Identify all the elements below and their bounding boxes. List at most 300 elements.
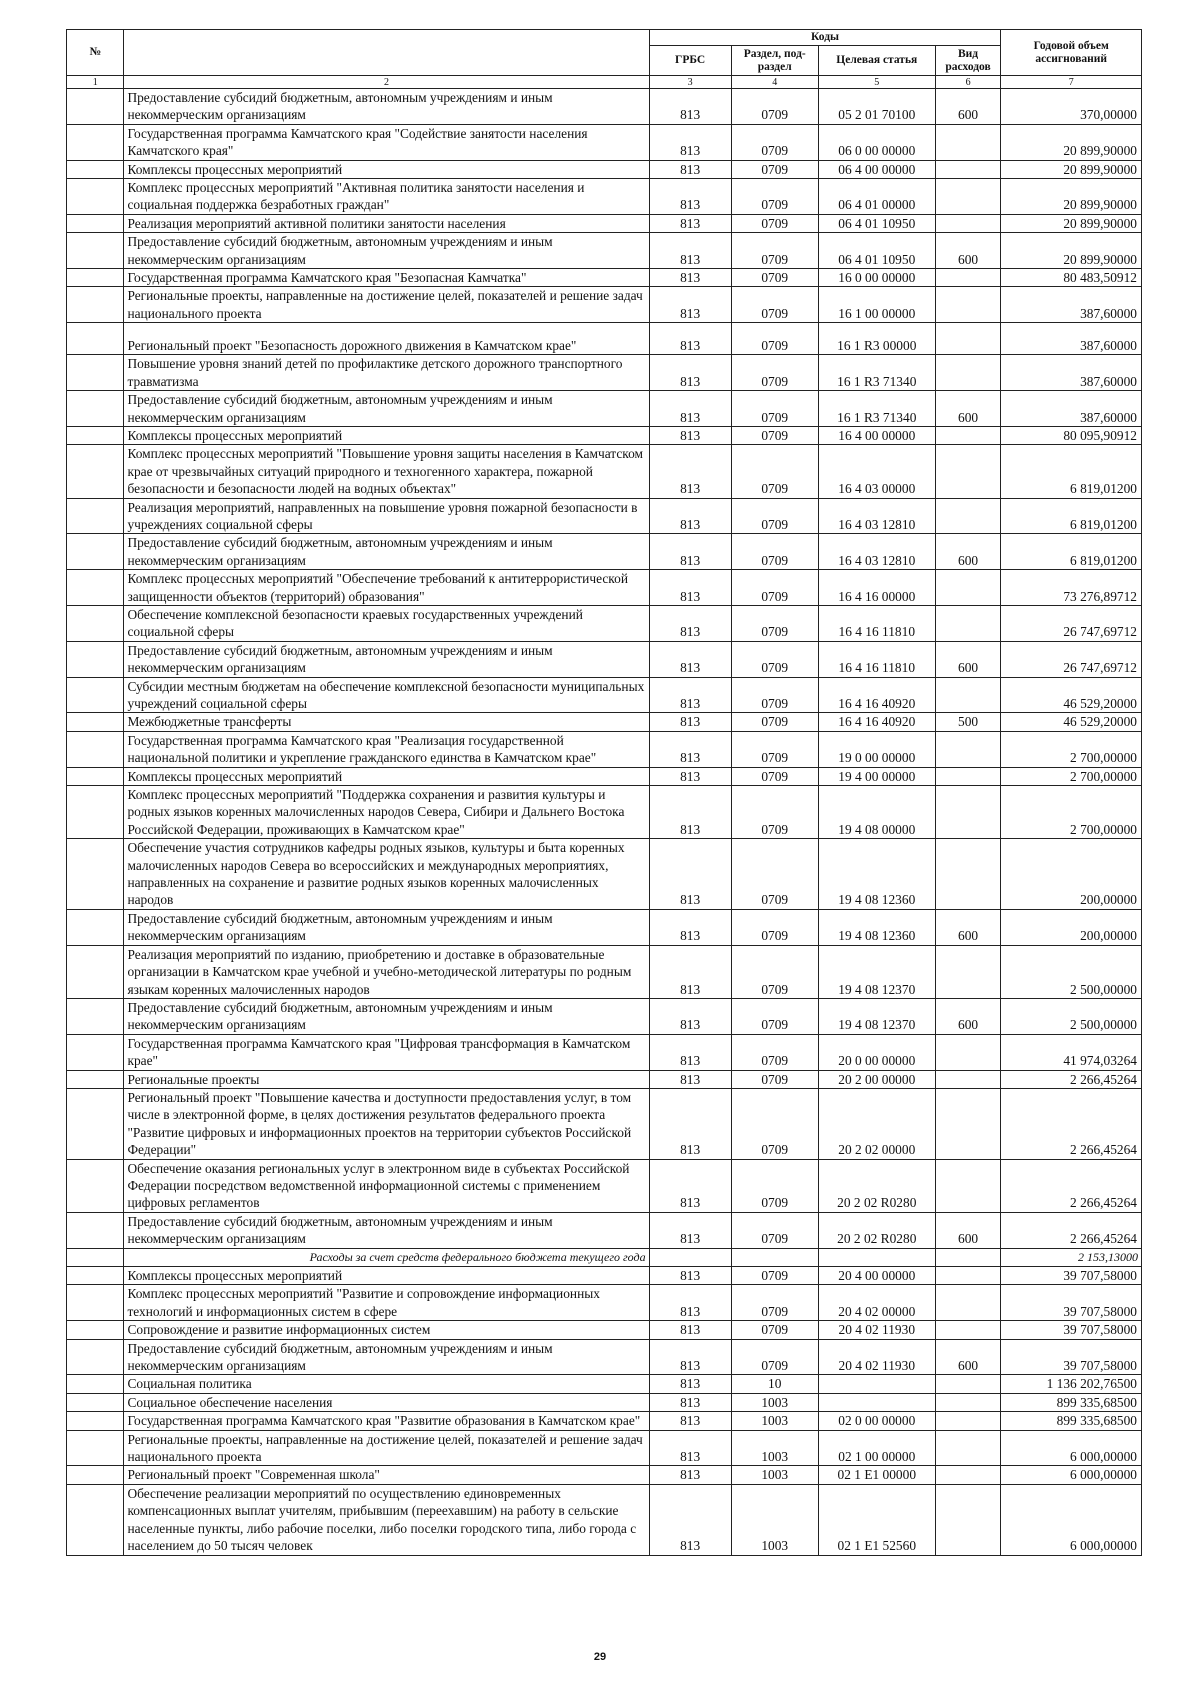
row-number-cell xyxy=(67,1430,124,1466)
row-number-cell xyxy=(67,1070,124,1088)
row-section-cell: 0709 xyxy=(731,179,818,215)
row-kind-cell: 600 xyxy=(935,641,1001,677)
row-name-cell: Предоставление субсидий бюджетным, автономным учреждениям и иным некоммерческим организациям xyxy=(124,998,649,1034)
header-codes: Коды xyxy=(649,30,1001,46)
row-name-cell: Реализация мероприятий активной политики занятости населения xyxy=(124,214,649,232)
row-name-cell: Региональный проект "Современная школа" xyxy=(124,1466,649,1484)
row-name-cell: Государственная программа Камчатского края "Содействие занятости населения Камчатского края" xyxy=(124,124,649,160)
row-grbs-cell: 813 xyxy=(649,214,731,232)
table-body xyxy=(67,89,1142,1556)
row-section-cell: 1003 xyxy=(731,1430,818,1466)
header-num: № xyxy=(67,30,124,76)
row-kind-cell xyxy=(935,1375,1001,1393)
header-name xyxy=(124,30,649,76)
column-index-row xyxy=(67,76,1142,89)
table-row xyxy=(67,998,1142,1034)
row-grbs-cell: 813 xyxy=(649,233,731,269)
row-name-cell: Комплексы процессных мероприятий xyxy=(124,160,649,178)
row-target-cell: 16 4 16 00000 xyxy=(818,570,935,606)
row-kind-cell xyxy=(935,945,1001,998)
row-kind-cell: 600 xyxy=(935,1339,1001,1375)
row-name-cell: Государственная программа Камчатского края "Безопасная Камчатка" xyxy=(124,269,649,287)
row-number-cell xyxy=(67,1321,124,1339)
row-target-cell xyxy=(818,1393,935,1411)
row-grbs-cell: 813 xyxy=(649,677,731,713)
row-section-cell: 0709 xyxy=(731,426,818,444)
row-sum-cell: 80 483,50912 xyxy=(1001,269,1142,287)
row-section-cell: 0709 xyxy=(731,269,818,287)
row-kind-cell: 600 xyxy=(935,233,1001,269)
row-grbs-cell: 813 xyxy=(649,1339,731,1375)
row-sum-cell: 2 266,45264 xyxy=(1001,1159,1142,1212)
row-kind-cell xyxy=(935,1267,1001,1285)
row-section-cell: 0709 xyxy=(731,391,818,427)
row-sum-cell: 200,00000 xyxy=(1001,839,1142,910)
row-section-cell: 0709 xyxy=(731,214,818,232)
row-section-cell: 0709 xyxy=(731,287,818,323)
row-target-cell: 06 0 00 00000 xyxy=(818,124,935,160)
row-grbs-cell: 813 xyxy=(649,89,731,125)
row-kind-cell xyxy=(935,1321,1001,1339)
row-kind-cell xyxy=(935,179,1001,215)
table-row xyxy=(67,1212,1142,1248)
row-name-cell: Реализация мероприятий по изданию, приобретению и доставке в образовательные организации в Камчатском крае учебной и учебно-методической литературы по родным языкам коренных малочисленных народов xyxy=(124,945,649,998)
table-row xyxy=(67,160,1142,178)
row-kind-cell xyxy=(935,786,1001,839)
row-section-cell: 0709 xyxy=(731,1321,818,1339)
table-row xyxy=(67,269,1142,287)
row-grbs-cell: 813 xyxy=(649,1484,731,1555)
row-kind-cell xyxy=(935,605,1001,641)
row-number-cell xyxy=(67,998,124,1034)
row-grbs-cell: 813 xyxy=(649,1321,731,1339)
row-grbs-cell: 813 xyxy=(649,945,731,998)
row-section-cell: 0709 xyxy=(731,677,818,713)
row-name-cell: Расходы за счет средств федерального бюджета текущего года xyxy=(124,1248,649,1266)
header-section: Раздел, под-раздел xyxy=(731,46,818,76)
row-number-cell xyxy=(67,1248,124,1266)
row-grbs-cell: 813 xyxy=(649,1285,731,1321)
table-row xyxy=(67,570,1142,606)
row-section-cell: 0709 xyxy=(731,323,818,355)
row-kind-cell xyxy=(935,1393,1001,1411)
row-name-cell: Государственная программа Камчатского края "Реализация государственной национальной политики и укрепление гражданского единства в Камчатском крае" xyxy=(124,731,649,767)
row-sum-cell: 1 136 202,76500 xyxy=(1001,1375,1142,1393)
row-name-cell: Предоставление субсидий бюджетным, автономным учреждениям и иным некоммерческим организациям xyxy=(124,641,649,677)
row-target-cell: 16 1 R3 71340 xyxy=(818,355,935,391)
row-grbs-cell: 813 xyxy=(649,1267,731,1285)
row-name-cell: Обеспечение участия сотрудников кафедры родных языков, культуры и быта коренных малочисленных народов Севера во всероссийских и международных мероприятиях, направленных на сохранение и развитие родных языков коренных малочисленных народов xyxy=(124,839,649,910)
table-row xyxy=(67,731,1142,767)
row-kind-cell xyxy=(935,323,1001,355)
row-number-cell xyxy=(67,1159,124,1212)
row-target-cell: 19 4 08 12360 xyxy=(818,909,935,945)
row-target-cell: 19 4 08 00000 xyxy=(818,786,935,839)
row-target-cell: 16 4 03 12810 xyxy=(818,534,935,570)
table-row xyxy=(67,605,1142,641)
index-cell: 2 xyxy=(124,76,649,89)
row-sum-cell: 6 819,01200 xyxy=(1001,534,1142,570)
row-target-cell: 19 0 00 00000 xyxy=(818,731,935,767)
row-name-cell: Предоставление субсидий бюджетным, автономным учреждениям и иным некоммерческим организациям xyxy=(124,534,649,570)
row-name-cell: Комплекс процессных мероприятий "Поддержка сохранения и развития культуры и родных языков коренных малочисленных народов Севера, Сибири и Дальнего Востока Российской Федерации, проживающих в Камчатском крае" xyxy=(124,786,649,839)
budget-table xyxy=(66,29,1142,1556)
row-section-cell: 0709 xyxy=(731,355,818,391)
row-sum-cell: 20 899,90000 xyxy=(1001,124,1142,160)
row-sum-cell: 2 700,00000 xyxy=(1001,767,1142,785)
row-number-cell xyxy=(67,767,124,785)
row-number-cell xyxy=(67,1484,124,1555)
row-number-cell xyxy=(67,945,124,998)
row-target-cell: 19 4 08 12370 xyxy=(818,998,935,1034)
row-section-cell xyxy=(731,1248,818,1266)
row-section-cell: 0709 xyxy=(731,998,818,1034)
row-grbs-cell: 813 xyxy=(649,1430,731,1466)
row-kind-cell xyxy=(935,1412,1001,1430)
row-grbs-cell: 813 xyxy=(649,1393,731,1411)
row-kind-cell xyxy=(935,1034,1001,1070)
row-grbs-cell: 813 xyxy=(649,605,731,641)
table-row xyxy=(67,1088,1142,1159)
index-cell: 7 xyxy=(1001,76,1142,89)
row-number-cell xyxy=(67,786,124,839)
row-section-cell: 0709 xyxy=(731,160,818,178)
table-row xyxy=(67,839,1142,910)
row-kind-cell xyxy=(935,677,1001,713)
row-name-cell: Обеспечение комплексной безопасности краевых государственных учреждений социальной сферы xyxy=(124,605,649,641)
row-section-cell: 0709 xyxy=(731,713,818,731)
row-name-cell: Реализация мероприятий, направленных на повышение уровня пожарной безопасности в учреждениях социальной сферы xyxy=(124,498,649,534)
row-section-cell: 1003 xyxy=(731,1466,818,1484)
row-name-cell: Повышение уровня знаний детей по профилактике детского дорожного транспортного травматизма xyxy=(124,355,649,391)
row-name-cell: Социальное обеспечение населения xyxy=(124,1393,649,1411)
row-target-cell: 20 2 00 00000 xyxy=(818,1070,935,1088)
row-section-cell: 1003 xyxy=(731,1393,818,1411)
row-target-cell: 16 0 00 00000 xyxy=(818,269,935,287)
row-grbs-cell: 813 xyxy=(649,269,731,287)
row-target-cell: 02 0 00 00000 xyxy=(818,1412,935,1430)
row-kind-cell xyxy=(935,498,1001,534)
row-grbs-cell: 813 xyxy=(649,731,731,767)
row-number-cell xyxy=(67,214,124,232)
row-target-cell: 02 1 00 00000 xyxy=(818,1430,935,1466)
row-name-cell: Обеспечение реализации мероприятий по осуществлению единовременных компенсационных выплат учителям, прибывшим (переехавшим) на работу в сельские населенные пункты, либо рабочие поселки, либо поселки городского типа, либо города с населением до 50 тысяч человек xyxy=(124,1484,649,1555)
row-target-cell: 06 4 01 10950 xyxy=(818,233,935,269)
row-number-cell xyxy=(67,426,124,444)
row-number-cell xyxy=(67,179,124,215)
row-target-cell: 20 2 02 00000 xyxy=(818,1088,935,1159)
row-number-cell xyxy=(67,534,124,570)
row-kind-cell: 600 xyxy=(935,391,1001,427)
row-kind-cell xyxy=(935,426,1001,444)
row-number-cell xyxy=(67,839,124,910)
row-kind-cell xyxy=(935,1070,1001,1088)
row-name-cell: Предоставление субсидий бюджетным, автономным учреждениям и иным некоммерческим организациям xyxy=(124,89,649,125)
row-target-cell: 16 4 03 00000 xyxy=(818,445,935,498)
index-cell: 1 xyxy=(67,76,124,89)
row-number-cell xyxy=(67,498,124,534)
row-number-cell xyxy=(67,1393,124,1411)
header-annual: Годовой объем ассигнований xyxy=(1001,30,1142,76)
row-sum-cell: 20 899,90000 xyxy=(1001,160,1142,178)
row-section-cell: 0709 xyxy=(731,1034,818,1070)
row-number-cell xyxy=(67,1466,124,1484)
table-row xyxy=(67,1339,1142,1375)
row-sum-cell: 73 276,89712 xyxy=(1001,570,1142,606)
table-row xyxy=(67,534,1142,570)
row-grbs-cell: 813 xyxy=(649,1412,731,1430)
table-row xyxy=(67,1412,1142,1430)
table-row xyxy=(67,713,1142,731)
row-number-cell xyxy=(67,570,124,606)
row-sum-cell: 39 707,58000 xyxy=(1001,1339,1142,1375)
header-grbs: ГРБС xyxy=(649,46,731,76)
row-section-cell: 0709 xyxy=(731,839,818,910)
table-row xyxy=(67,233,1142,269)
row-target-cell: 19 4 08 12370 xyxy=(818,945,935,998)
row-number-cell xyxy=(67,605,124,641)
row-name-cell: Социальная политика xyxy=(124,1375,649,1393)
row-name-cell: Предоставление субсидий бюджетным, автономным учреждениям и иным некоммерческим организациям xyxy=(124,391,649,427)
row-name-cell: Государственная программа Камчатского края "Цифровая трансформация в Камчатском крае" xyxy=(124,1034,649,1070)
table-row xyxy=(67,767,1142,785)
row-sum-cell: 2 700,00000 xyxy=(1001,731,1142,767)
table-row xyxy=(67,355,1142,391)
header-kind: Вид расходов xyxy=(935,46,1001,76)
row-sum-cell: 80 095,90912 xyxy=(1001,426,1142,444)
row-target-cell: 16 4 16 11810 xyxy=(818,641,935,677)
row-sum-cell: 2 700,00000 xyxy=(1001,786,1142,839)
row-target-cell: 20 2 02 R0280 xyxy=(818,1159,935,1212)
row-name-cell: Комплексы процессных мероприятий xyxy=(124,426,649,444)
row-section-cell: 0709 xyxy=(731,570,818,606)
row-target-cell: 20 2 02 R0280 xyxy=(818,1212,935,1248)
row-section-cell: 0709 xyxy=(731,767,818,785)
row-name-cell: Комплексы процессных мероприятий xyxy=(124,767,649,785)
table-row xyxy=(67,1248,1142,1266)
row-sum-cell: 200,00000 xyxy=(1001,909,1142,945)
row-sum-cell: 39 707,58000 xyxy=(1001,1285,1142,1321)
table-row xyxy=(67,426,1142,444)
row-name-cell: Комплекс процессных мероприятий "Повышение уровня защиты населения в Камчатском крае от чрезвычайных ситуаций природного и техногенного характера, пожарной безопасности и безопасности людей на водных объектах" xyxy=(124,445,649,498)
row-target-cell: 16 4 16 11810 xyxy=(818,605,935,641)
table-row xyxy=(67,786,1142,839)
row-sum-cell: 2 153,13000 xyxy=(1001,1248,1142,1266)
row-name-cell: Предоставление субсидий бюджетным, автономным учреждениям и иным некоммерческим организациям xyxy=(124,1212,649,1248)
row-kind-cell xyxy=(935,355,1001,391)
row-grbs-cell xyxy=(649,1248,731,1266)
row-kind-cell xyxy=(935,767,1001,785)
row-number-cell xyxy=(67,287,124,323)
row-target-cell: 20 4 02 11930 xyxy=(818,1321,935,1339)
row-target-cell: 16 4 03 12810 xyxy=(818,498,935,534)
row-number-cell xyxy=(67,124,124,160)
index-cell: 4 xyxy=(731,76,818,89)
row-target-cell: 16 1 00 00000 xyxy=(818,287,935,323)
row-sum-cell: 6 000,00000 xyxy=(1001,1466,1142,1484)
table-row xyxy=(67,287,1142,323)
row-number-cell xyxy=(67,1088,124,1159)
row-grbs-cell: 813 xyxy=(649,355,731,391)
table-row xyxy=(67,1034,1142,1070)
index-cell: 5 xyxy=(818,76,935,89)
row-grbs-cell: 813 xyxy=(649,287,731,323)
row-sum-cell: 26 747,69712 xyxy=(1001,605,1142,641)
row-section-cell: 0709 xyxy=(731,1267,818,1285)
row-section-cell: 0709 xyxy=(731,498,818,534)
row-grbs-cell: 813 xyxy=(649,445,731,498)
row-number-cell xyxy=(67,909,124,945)
row-kind-cell: 600 xyxy=(935,909,1001,945)
row-section-cell: 1003 xyxy=(731,1484,818,1555)
table-row xyxy=(67,179,1142,215)
index-cell: 3 xyxy=(649,76,731,89)
row-number-cell xyxy=(67,1034,124,1070)
header-target: Целевая статья xyxy=(818,46,935,76)
row-target-cell: 16 4 00 00000 xyxy=(818,426,935,444)
row-section-cell: 0709 xyxy=(731,1159,818,1212)
row-name-cell: Предоставление субсидий бюджетным, автономным учреждениям и иным некоммерческим организациям xyxy=(124,233,649,269)
row-name-cell: Региональный проект "Повышение качества и доступности предоставления услуг, в том числе в электронной форме, в целях достижения результатов федерального проекта "Развитие цифровых и информационных проектов на территории субъектов Российской Федерации" xyxy=(124,1088,649,1159)
row-sum-cell: 2 500,00000 xyxy=(1001,945,1142,998)
row-name-cell: Комплекс процессных мероприятий "Активная политика занятости населения и социальная поддержка безработных граждан" xyxy=(124,179,649,215)
row-kind-cell xyxy=(935,1088,1001,1159)
row-name-cell: Региональный проект "Безопасность дорожного движения в Камчатском крае" xyxy=(124,323,649,355)
row-grbs-cell: 813 xyxy=(649,1466,731,1484)
row-number-cell xyxy=(67,1267,124,1285)
row-number-cell xyxy=(67,233,124,269)
row-kind-cell xyxy=(935,214,1001,232)
row-target-cell: 16 1 R3 00000 xyxy=(818,323,935,355)
row-sum-cell: 6 819,01200 xyxy=(1001,498,1142,534)
row-section-cell: 0709 xyxy=(731,445,818,498)
row-section-cell: 0709 xyxy=(731,1285,818,1321)
row-target-cell: 02 1 E1 52560 xyxy=(818,1484,935,1555)
row-name-cell: Комплекс процессных мероприятий "Обеспечение требований к антитеррористической защищенности объектов (территорий) образования" xyxy=(124,570,649,606)
row-number-cell xyxy=(67,1339,124,1375)
row-number-cell xyxy=(67,1412,124,1430)
row-target-cell: 05 2 01 70100 xyxy=(818,89,935,125)
row-sum-cell: 387,60000 xyxy=(1001,355,1142,391)
row-grbs-cell: 813 xyxy=(649,998,731,1034)
row-section-cell: 0709 xyxy=(731,945,818,998)
row-number-cell xyxy=(67,445,124,498)
row-kind-cell xyxy=(935,445,1001,498)
table-row xyxy=(67,214,1142,232)
row-sum-cell: 387,60000 xyxy=(1001,287,1142,323)
row-sum-cell: 2 266,45264 xyxy=(1001,1088,1142,1159)
row-section-cell: 0709 xyxy=(731,786,818,839)
row-kind-cell xyxy=(935,1466,1001,1484)
row-sum-cell: 39 707,58000 xyxy=(1001,1321,1142,1339)
row-sum-cell: 899 335,68500 xyxy=(1001,1412,1142,1430)
row-target-cell: 16 1 R3 71340 xyxy=(818,391,935,427)
row-number-cell xyxy=(67,713,124,731)
table-row xyxy=(67,677,1142,713)
row-section-cell: 0709 xyxy=(731,1088,818,1159)
table-row xyxy=(67,1285,1142,1321)
row-kind-cell xyxy=(935,1285,1001,1321)
table-row xyxy=(67,1393,1142,1411)
row-name-cell: Региональные проекты, направленные на достижение целей, показателей и решение задач национального проекта xyxy=(124,287,649,323)
row-grbs-cell: 813 xyxy=(649,160,731,178)
row-grbs-cell: 813 xyxy=(649,323,731,355)
row-target-cell: 19 4 00 00000 xyxy=(818,767,935,785)
row-section-cell: 0709 xyxy=(731,233,818,269)
table-row xyxy=(67,445,1142,498)
row-sum-cell: 46 529,20000 xyxy=(1001,713,1142,731)
row-kind-cell xyxy=(935,287,1001,323)
row-sum-cell: 899 335,68500 xyxy=(1001,1393,1142,1411)
row-grbs-cell: 813 xyxy=(649,909,731,945)
table-row xyxy=(67,1267,1142,1285)
table-row xyxy=(67,641,1142,677)
row-grbs-cell: 813 xyxy=(649,713,731,731)
row-grbs-cell: 813 xyxy=(649,498,731,534)
row-number-cell xyxy=(67,160,124,178)
row-target-cell: 06 4 00 00000 xyxy=(818,160,935,178)
row-kind-cell: 500 xyxy=(935,713,1001,731)
table-row xyxy=(67,124,1142,160)
row-target-cell: 19 4 08 12360 xyxy=(818,839,935,910)
row-name-cell: Межбюджетные трансферты xyxy=(124,713,649,731)
table-row xyxy=(67,391,1142,427)
row-target-cell: 02 1 E1 00000 xyxy=(818,1466,935,1484)
row-kind-cell: 600 xyxy=(935,998,1001,1034)
row-sum-cell: 387,60000 xyxy=(1001,391,1142,427)
row-name-cell: Предоставление субсидий бюджетным, автономным учреждениям и иным некоммерческим организациям xyxy=(124,1339,649,1375)
row-number-cell xyxy=(67,323,124,355)
row-section-cell: 0709 xyxy=(731,909,818,945)
row-target-cell: 20 4 02 11930 xyxy=(818,1339,935,1375)
table-row xyxy=(67,1070,1142,1088)
table-row xyxy=(67,1466,1142,1484)
row-sum-cell: 20 899,90000 xyxy=(1001,233,1142,269)
row-number-cell xyxy=(67,355,124,391)
row-name-cell: Субсидии местным бюджетам на обеспечение комплексной безопасности муниципальных учреждений социальной сферы xyxy=(124,677,649,713)
row-grbs-cell: 813 xyxy=(649,1159,731,1212)
row-name-cell: Государственная программа Камчатского края "Развитие образования в Камчатском крае" xyxy=(124,1412,649,1430)
row-grbs-cell: 813 xyxy=(649,767,731,785)
table-row xyxy=(67,909,1142,945)
row-section-cell: 10 xyxy=(731,1375,818,1393)
row-section-cell: 0709 xyxy=(731,1070,818,1088)
table-row xyxy=(67,1321,1142,1339)
row-grbs-cell: 813 xyxy=(649,1034,731,1070)
row-grbs-cell: 813 xyxy=(649,839,731,910)
row-number-cell xyxy=(67,269,124,287)
row-name-cell: Сопровождение и развитие информационных систем xyxy=(124,1321,649,1339)
budget-table-sheet xyxy=(66,29,1142,1556)
row-target-cell: 16 4 16 40920 xyxy=(818,677,935,713)
row-sum-cell: 6 000,00000 xyxy=(1001,1484,1142,1555)
row-grbs-cell: 813 xyxy=(649,786,731,839)
row-section-cell: 0709 xyxy=(731,124,818,160)
row-name-cell: Обеспечение оказания региональных услуг в электронном виде в субъектах Российской Федерации посредством ведомственной информационной системы с применением цифровых регламентов xyxy=(124,1159,649,1212)
row-target-cell: 06 4 01 00000 xyxy=(818,179,935,215)
row-section-cell: 0709 xyxy=(731,89,818,125)
table-row xyxy=(67,89,1142,125)
row-sum-cell: 39 707,58000 xyxy=(1001,1267,1142,1285)
row-sum-cell: 6 819,01200 xyxy=(1001,445,1142,498)
row-sum-cell: 6 000,00000 xyxy=(1001,1430,1142,1466)
row-section-cell: 0709 xyxy=(731,731,818,767)
row-kind-cell xyxy=(935,1248,1001,1266)
row-number-cell xyxy=(67,1285,124,1321)
row-name-cell: Комплексы процессных мероприятий xyxy=(124,1267,649,1285)
row-grbs-cell: 813 xyxy=(649,179,731,215)
row-kind-cell xyxy=(935,124,1001,160)
